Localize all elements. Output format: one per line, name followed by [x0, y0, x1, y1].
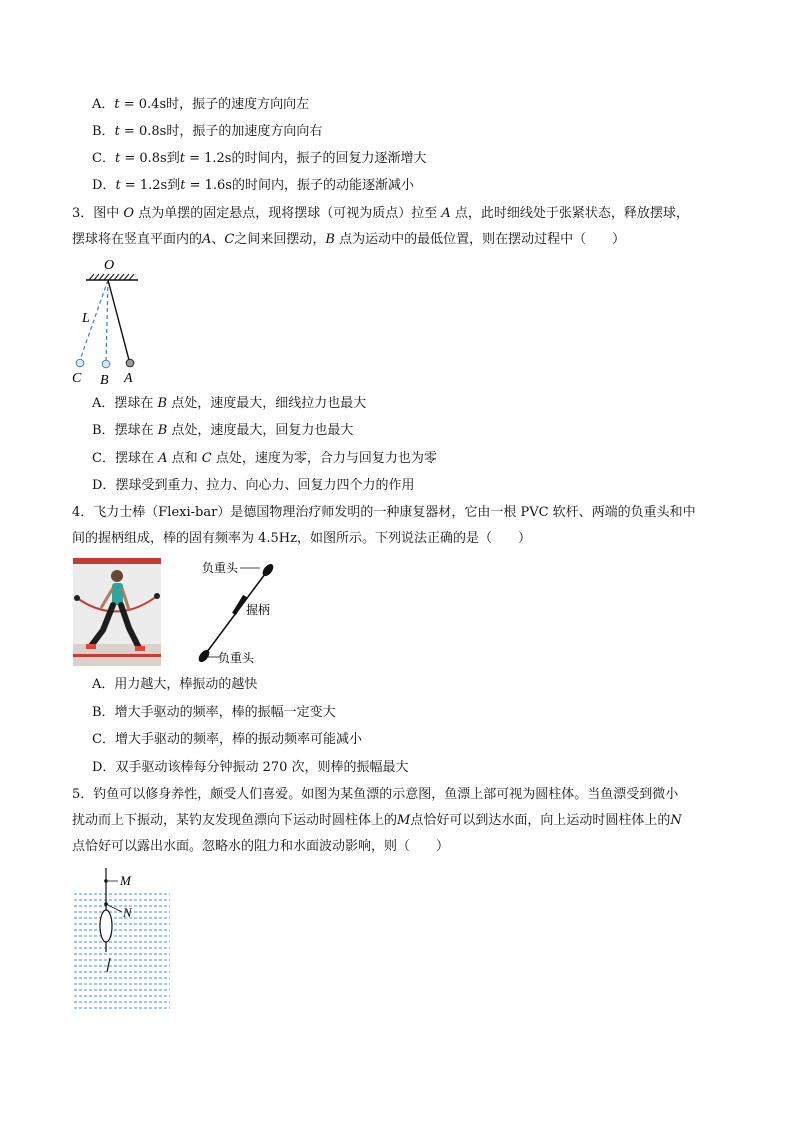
- figure-label-m: M: [120, 873, 131, 888]
- q5-stem-line2: 扰动而上下振动，某钓友发现鱼漂向下运动时圆柱体上的M点恰好可以到达水面，向上运动时圆柱体上的N: [72, 813, 682, 828]
- figure-label-o: O: [104, 258, 115, 273]
- q5-stem-line1: 5．钓鱼可以修身养性，颇受人们喜爱。如图为某鱼漂的示意图，鱼漂上部可视为圆柱体。当鱼漂受到微小: [72, 787, 679, 802]
- q4-option-a: A．用力越大，棒振动的越快: [92, 677, 258, 692]
- q3-stem-line2: 摆球将在竖直平面内的A、C之间来回摆动，B 点为运动中的最低位置，则在摆动过程中（ ）: [72, 232, 626, 247]
- q3-option-a: A．摆球在 B 点处，速度最大，细线拉力也最大: [92, 396, 367, 411]
- q3-option-b: B．摆球在 B 点处，速度最大，回复力也最大: [92, 423, 354, 438]
- q2-option-a: A．t = 0.4s时，振子的速度方向向左: [92, 97, 310, 112]
- figure-label-handle: 握柄: [246, 603, 271, 617]
- pendulum-figure: [68, 256, 148, 388]
- figure-label-top-weight: 负重头: [202, 561, 239, 575]
- q2-option-c: C．t = 0.8s到t = 1.2s的时间内，振子的回复力逐渐增大: [92, 151, 427, 166]
- figure-label-b: B: [100, 373, 109, 388]
- water-region: [74, 894, 170, 1008]
- float-figure: [72, 868, 172, 1016]
- q5-stem-line3: 点恰好可以露出水面。忽略水的阻力和水面波动影响，则（ ）: [72, 839, 450, 854]
- figure-label-bottom-weight: 负重头: [218, 651, 255, 665]
- figure-label-l: L: [82, 311, 90, 326]
- q3-stem-line1: 3．图中 O 点为单摆的固定悬点，现将摆球（可视为质点）拉至 A 点，此时细线处于张紧状态，释放摆球，: [72, 206, 689, 221]
- q4-stem-line2: 间的握柄组成，棒的固有频率为 4.5Hz，如图所示。下列说法正确的是（ ）: [72, 531, 531, 546]
- q4-option-d: D．双手驱动该棒每分钟振动 270 次，则棒的振幅最大: [92, 760, 409, 775]
- figure-label-a: A: [124, 371, 133, 386]
- flexi-bar-diagram: [190, 558, 290, 668]
- figure-label-n: N: [123, 905, 132, 920]
- q3-option-c: C．摆球在 A 点和 C 点处，速度为零，合力与回复力也为零: [92, 451, 437, 466]
- q2-option-b: B．t = 0.8s时，振子的加速度方向向右: [92, 124, 323, 139]
- q3-option-d: D．摆球受到重力、拉力、向心力、回复力四个力的作用: [92, 478, 415, 493]
- q4-option-c: C．增大手驱动的频率，棒的振动频率可能减小: [92, 732, 362, 747]
- q2-option-d: D．t = 1.2s到t = 1.6s的时间内，振子的动能逐渐减小: [92, 178, 414, 193]
- figure-label-c: C: [72, 371, 82, 386]
- q4-stem-line1: 4．飞力士棒（Flexi-bar）是德国物理治疗师发明的一种康复器材，它由一根 PVC 软杆、两端的负重头和中: [72, 505, 696, 520]
- flexi-bar-photo: [73, 558, 161, 666]
- q4-option-b: B．增大手驱动的频率，棒的振幅一定变大: [92, 705, 336, 720]
